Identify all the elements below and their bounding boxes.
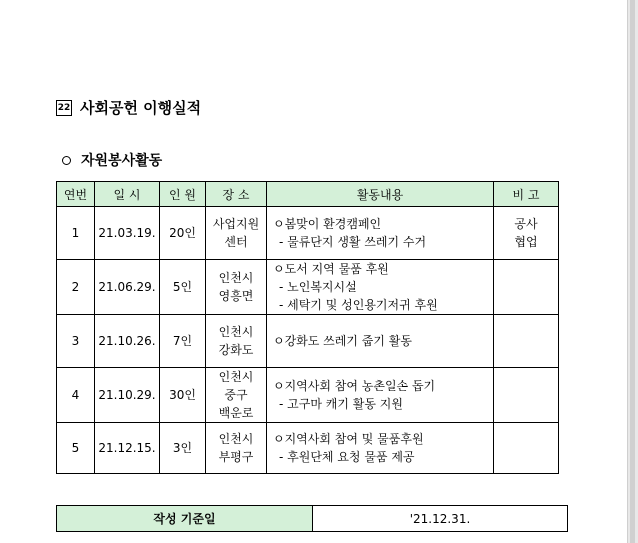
cell-note [494,368,559,423]
table-row [57,207,559,260]
table-row [57,368,559,423]
cell-people: 3인 [160,423,206,474]
scrollbar-thumb[interactable] [630,0,635,543]
content-line: ㅇ지역사회 참여 농촌일손 돕기 [273,379,436,393]
cell-people: 5인 [160,260,206,315]
header-people: 인 원 [160,182,206,207]
cell-date: 21.03.19. [95,207,160,260]
cell-date: 21.10.29. [95,368,160,423]
subsection-title: 자원봉사활동 [81,153,163,169]
cell-place: 인천시 부평구 [206,423,267,474]
cell-note [494,315,559,368]
cell-date: 21.06.29. [95,260,160,315]
cell-content [267,207,494,260]
cell-place: 사업지원 센터 [206,207,267,260]
cell-no: 3 [57,315,95,368]
content-line: - 물류단지 생활 쓰레기 수거 [279,235,427,249]
cell-note [494,423,559,474]
section-heading [56,97,201,118]
content-line: - 세탁기 및 성인용기저귀 후원 [279,298,438,312]
table-row [57,315,559,368]
circle-bullet-icon [62,156,71,165]
reference-date-value: '21.12.31. [313,506,568,532]
cell-content [267,260,494,315]
section-title: 사회공헌 이행실적 [80,99,202,117]
header-content: 활동내용 [267,182,494,207]
content-line: ㅇ도서 지역 물품 후원 [273,262,389,276]
content-line: ㅇ강화도 쓰레기 줍기 활동 [273,334,412,348]
table-header-row [57,182,559,207]
content-line: - 후원단체 요청 물품 제공 [279,450,415,464]
cell-place: 인천시 중구 백운로 [206,368,267,423]
reference-date-table [56,505,568,532]
cell-note: 공사 협업 [494,207,559,260]
header-note: 비 고 [494,182,559,207]
cell-content [267,315,494,368]
cell-place: 인천시 강화도 [206,315,267,368]
cell-people: 20인 [160,207,206,260]
reference-date-row [57,506,568,532]
cell-content [267,423,494,474]
table-row [57,260,559,315]
cell-people: 7인 [160,315,206,368]
cell-people: 30인 [160,368,206,423]
section-number-badge: 22 [56,100,72,116]
content-line: - 고구마 캐기 활동 지원 [279,397,403,411]
content-line: ㅇ봄맞이 환경캠페인 [273,217,382,231]
header-place: 장 소 [206,182,267,207]
header-no: 연번 [57,182,95,207]
cell-no: 2 [57,260,95,315]
content-line: ㅇ지역사회 참여 및 물품후원 [273,432,424,446]
cell-no: 5 [57,423,95,474]
subsection-heading [62,150,162,170]
cell-no: 1 [57,207,95,260]
cell-date: 21.10.26. [95,315,160,368]
vertical-scrollbar[interactable] [627,0,638,543]
table-row [57,423,559,474]
cell-content [267,368,494,423]
volunteer-activity-table [56,181,559,474]
content-line: - 노인복지시설 [279,280,357,294]
cell-date: 21.12.15. [95,423,160,474]
cell-no: 4 [57,368,95,423]
header-date: 일 시 [95,182,160,207]
cell-place: 인천시 영흥면 [206,260,267,315]
cell-note [494,260,559,315]
reference-date-label: 작성 기준일 [57,506,313,532]
